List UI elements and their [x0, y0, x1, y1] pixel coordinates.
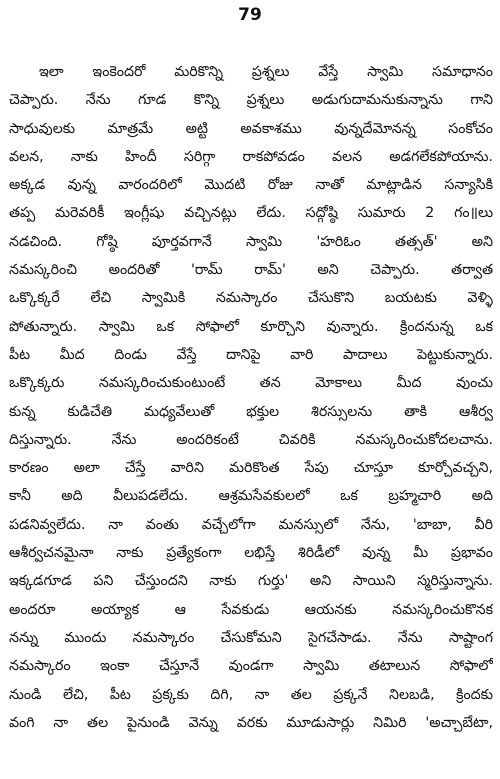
text-line: కానీ అది వీలుపడలేదు. ఆశ్రమసేవకులలో ఒక బ్రహ్మచారి అది [9, 488, 493, 505]
text-line: నుండి లేచి, పీట ప్రక్కకు దిగి, నా తల ప్రక్కనే నిలబడి, క్రిందకు [9, 686, 493, 703]
text-line: నడచింది. గోష్ఠి పూర్తవగానే స్వామి 'హరిఓం తత్సత్' అని [9, 233, 493, 250]
text-line: ఒక్కొక్కరే లేచి స్వామికి నమస్కారం చేసుకొని బయటకు వెళ్ళి [9, 290, 493, 307]
text-line: అందరూ అయ్యాక ఆ సేవకుడు ఆయనకు నమస్కరించుకొనక [9, 601, 493, 618]
text-line: నన్ను ముందు నమస్కారం చేసుకోమని సైగచేసాడు. నేను సాష్టాంగ [9, 629, 493, 646]
text-line: కున్న కుడిచేతి మధ్యవేలుతో భక్తుల శిరస్సులను తాకి ఆశీర్వ [9, 403, 493, 420]
text-line: వంగి నా తల పైనుండి వెన్ను వరకు మూడుసార్లు నిమిరి 'అచ్చాబేటా, [9, 714, 493, 731]
text-line: ఒక్కొక్కరు నమస్కరించుకుంటుంటే తన మోకాలు మీద వుంచు [9, 375, 493, 392]
text-line: పడనివ్వలేదు. నా వంతు వచ్చేలోగా మనస్సులో నేను, 'బాబా, వీరి [9, 516, 493, 533]
text-line: ఇలా ఇంకెందరో మరికొన్ని ప్రశ్నలు వేస్తే స్వామి సమాధానం [39, 64, 493, 80]
text-line: సాధువులకు మాత్రమే అట్టి అవకాశము వున్నదేమోనన్న సంకోచం [9, 120, 493, 137]
text-line: అక్కడ వున్న వారందరిలో మొదటి రోజు నాతో మాట్లాడిన సన్యాసికి [9, 177, 493, 194]
text-line: ఇక్కడగూడ పని చేస్తుందని నాకు గుర్తు' అని సాయిని స్మరిస్తున్నాను. [9, 573, 493, 590]
text-line: తప్ప మరెవరికీ ఇంగ్లీషు వచ్చినట్లు లేదు. సద్గోష్ఠి సుమారు 2 గం॥లు [9, 205, 493, 222]
text-line: పోతున్నారు. స్వామి ఒక సోఫాలో కూర్చొని వున్నారు. క్రిందనున్న ఒక [9, 318, 493, 335]
text-line: కారణం అలా చేస్తే వారిని మరికొంత సేపు చూస్తూ కూర్చోవచ్చని, [9, 460, 493, 477]
text-line: నమస్కారం ఇంకా చేస్తూనే వుండగా స్వామి తటాలున సోఫాలో [9, 658, 493, 675]
text-line: వలన, నాకు హిందీ సరిగ్గా రాకపోవడం వలన అడగలేకపోయాను. [9, 148, 493, 165]
body-text [9, 58, 493, 737]
text-line: పీట మీద దిండు వేస్తే దానిపై వారి పాదాలు పెట్టుకున్నారు. [9, 346, 493, 363]
text-line: చెప్పారు. నేను గూడ కొన్ని ప్రశ్నలు అడుగుదామనుకున్నాను గాని [9, 92, 493, 109]
page-number: 79 [238, 5, 262, 25]
text-line: నమస్కరించి అందరితో 'రామ్ రామ్' అని చెప్పారు. తర్వాత [9, 262, 493, 279]
text-line: ఆశీర్వచనమైనా నాకు ప్రత్యేకంగా లభిస్తే శిరిడీలో వున్న మీ ప్రభావం [9, 545, 493, 562]
text-line: దిస్తున్నారు. నేను అందరికంటే చివరికి నమస్కరించుకోదలచాను. [9, 431, 493, 448]
